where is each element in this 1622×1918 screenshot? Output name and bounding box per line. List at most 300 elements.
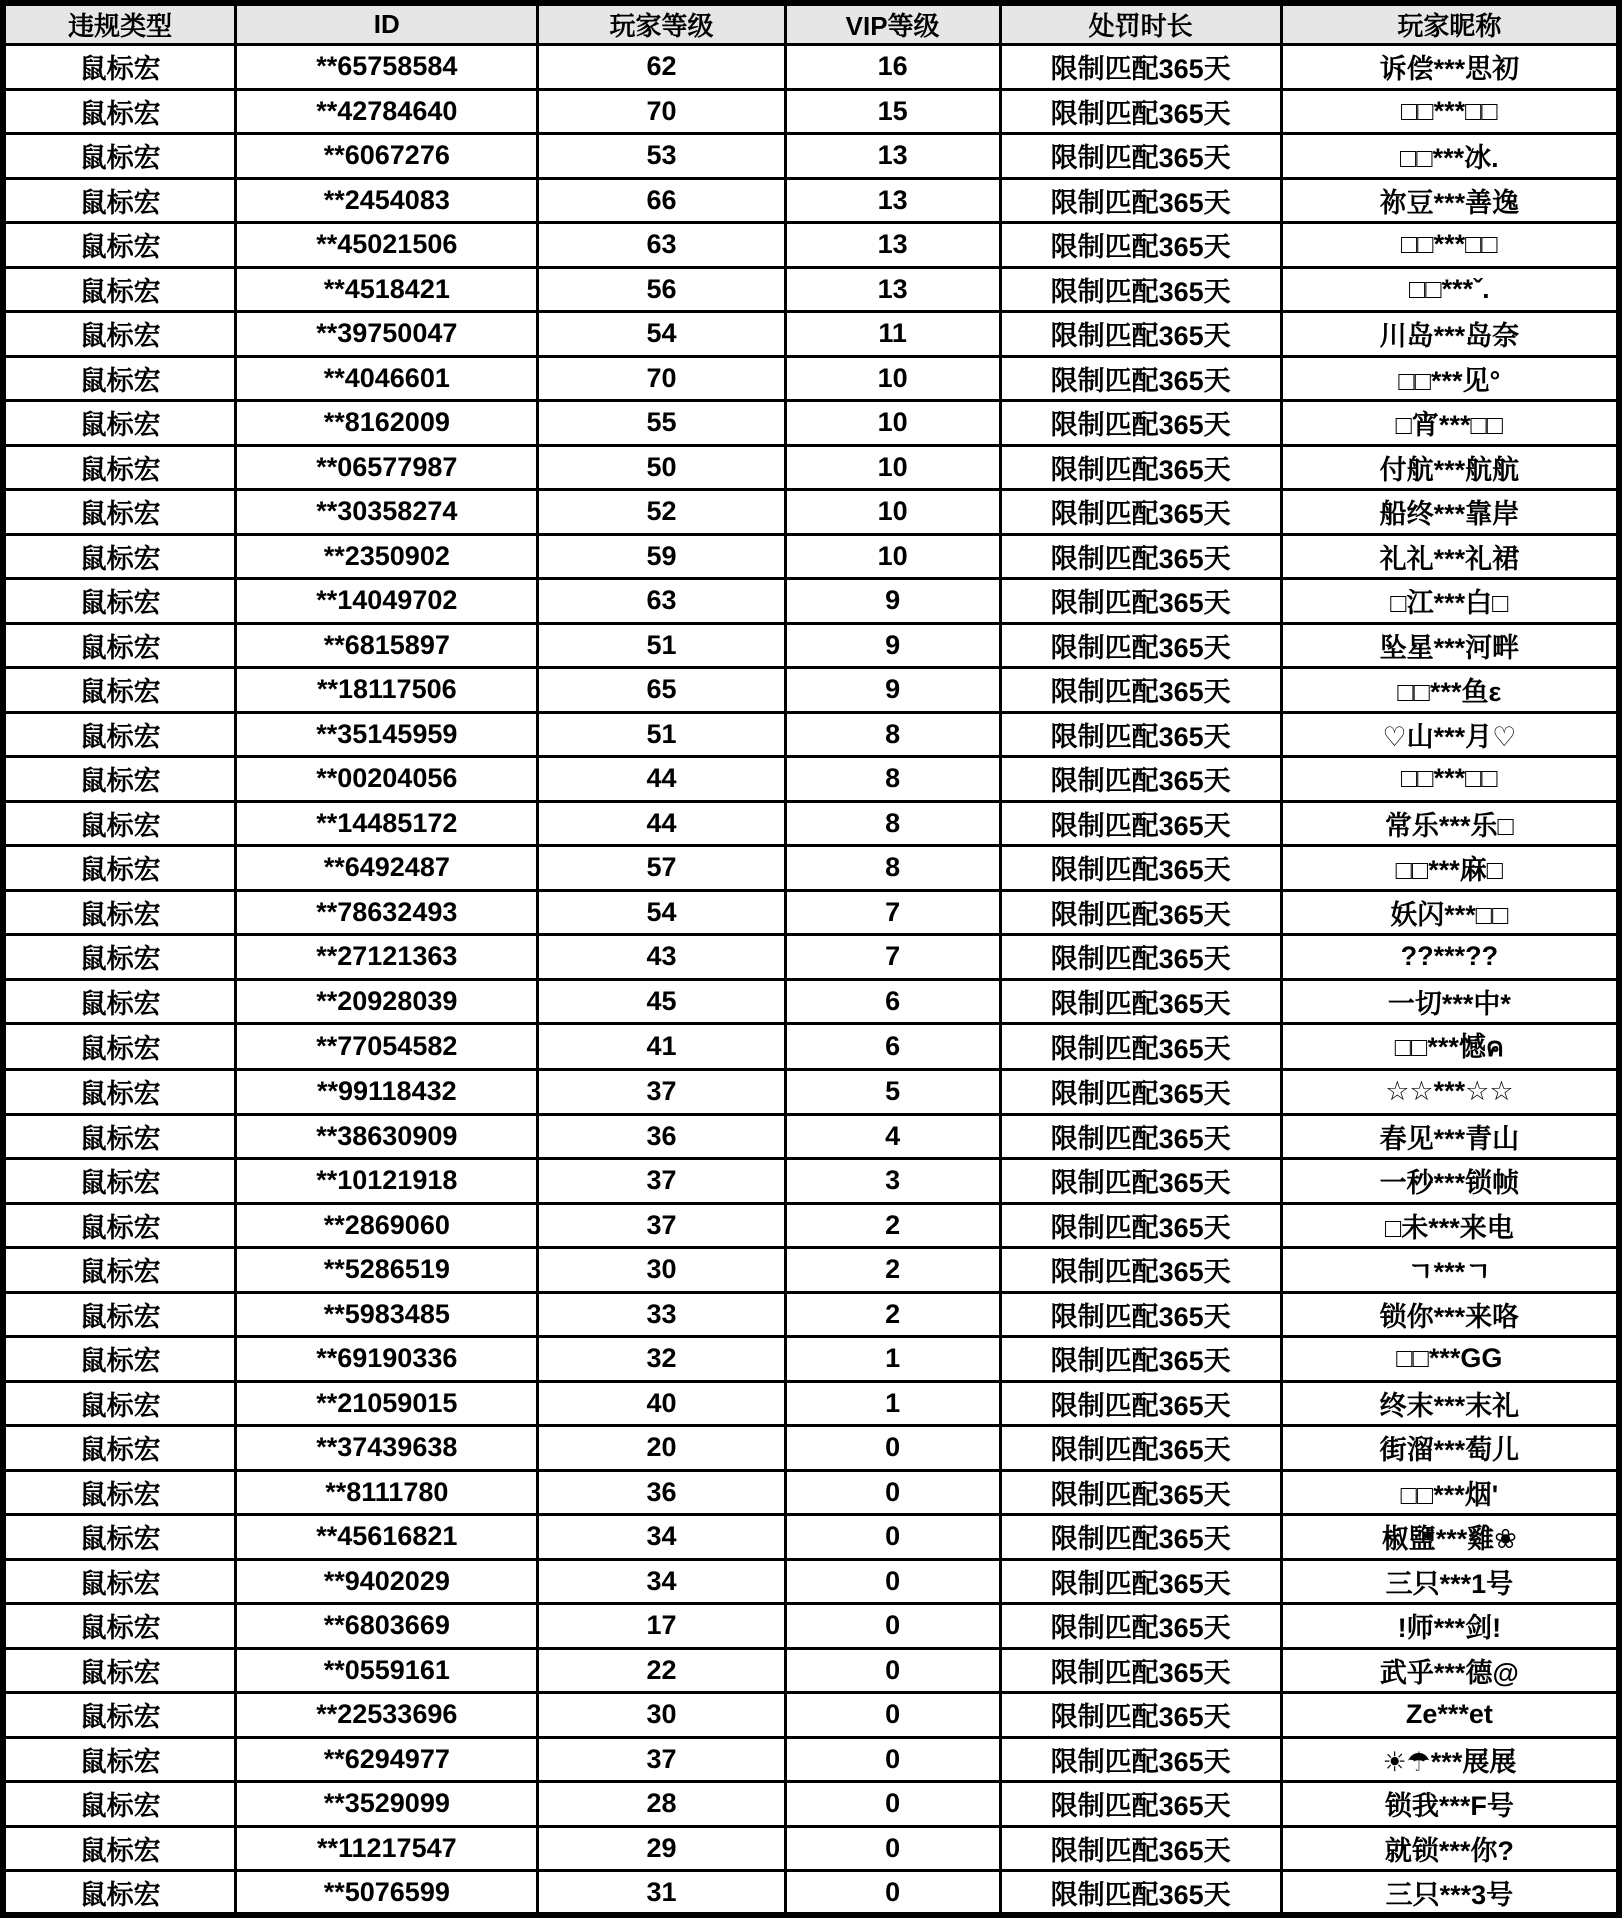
cell-punish-duration: 限制匹配365天 xyxy=(1000,1159,1281,1204)
cell-violation-type: 鼠标宏 xyxy=(3,178,236,223)
cell-vip-level: 16 xyxy=(785,45,1000,90)
cell-violation-type: 鼠标宏 xyxy=(3,1871,236,1916)
cell-id: **3529099 xyxy=(236,1782,538,1827)
cell-vip-level: 0 xyxy=(785,1648,1000,1693)
cell-punish-duration: 限制匹配365天 xyxy=(1000,178,1281,223)
cell-player-level: 59 xyxy=(538,534,785,579)
cell-id: **18117506 xyxy=(236,668,538,713)
cell-id: **6294977 xyxy=(236,1737,538,1782)
cell-punish-duration: 限制匹配365天 xyxy=(1000,1782,1281,1827)
table-row xyxy=(3,1426,1619,1471)
cell-punish-duration: 限制匹配365天 xyxy=(1000,1559,1281,1604)
cell-player-nickname: 船终***靠岸 xyxy=(1281,490,1619,535)
cell-vip-level: 0 xyxy=(785,1515,1000,1560)
cell-violation-type: 鼠标宏 xyxy=(3,1070,236,1115)
table-row xyxy=(3,801,1619,846)
table-row xyxy=(3,1159,1619,1204)
cell-player-level: 30 xyxy=(538,1248,785,1293)
cell-player-nickname: 常乐***乐□ xyxy=(1281,801,1619,846)
cell-vip-level: 5 xyxy=(785,1070,1000,1115)
cell-punish-duration: 限制匹配365天 xyxy=(1000,134,1281,179)
cell-player-nickname: Ze***et xyxy=(1281,1693,1619,1738)
cell-punish-duration: 限制匹配365天 xyxy=(1000,1024,1281,1070)
cell-player-level: 32 xyxy=(538,1337,785,1382)
cell-player-level: 44 xyxy=(538,757,785,802)
cell-id: **69190336 xyxy=(236,1337,538,1382)
header-row xyxy=(3,3,1619,45)
cell-vip-level: 6 xyxy=(785,1024,1000,1070)
cell-player-level: 70 xyxy=(538,89,785,134)
cell-punish-duration: 限制匹配365天 xyxy=(1000,757,1281,802)
cell-id: **8162009 xyxy=(236,401,538,446)
cell-violation-type: 鼠标宏 xyxy=(3,623,236,668)
table-row xyxy=(3,312,1619,357)
cell-player-nickname: 终末***末礼 xyxy=(1281,1381,1619,1426)
cell-player-nickname: 礼礼***礼裙 xyxy=(1281,534,1619,579)
table-row xyxy=(3,1782,1619,1827)
cell-violation-type: 鼠标宏 xyxy=(3,1337,236,1382)
cell-punish-duration: 限制匹配365天 xyxy=(1000,445,1281,490)
cell-vip-level: 8 xyxy=(785,712,1000,757)
cell-player-level: 34 xyxy=(538,1515,785,1560)
cell-player-level: 62 xyxy=(538,45,785,90)
cell-violation-type: 鼠标宏 xyxy=(3,1515,236,1560)
cell-player-nickname: 武乎***德@ xyxy=(1281,1648,1619,1693)
cell-violation-type: 鼠标宏 xyxy=(3,490,236,535)
cell-punish-duration: 限制匹配365天 xyxy=(1000,1737,1281,1782)
cell-player-nickname: □□***冰. xyxy=(1281,134,1619,179)
cell-punish-duration: 限制匹配365天 xyxy=(1000,1248,1281,1293)
cell-punish-duration: 限制匹配365天 xyxy=(1000,1203,1281,1248)
cell-id: **6067276 xyxy=(236,134,538,179)
cell-player-level: 50 xyxy=(538,445,785,490)
cell-player-nickname: □□***烟' xyxy=(1281,1470,1619,1515)
cell-vip-level: 13 xyxy=(785,134,1000,179)
cell-player-level: 55 xyxy=(538,401,785,446)
cell-player-level: 36 xyxy=(538,1114,785,1159)
cell-violation-type: 鼠标宏 xyxy=(3,267,236,312)
cell-id: **38630909 xyxy=(236,1114,538,1159)
cell-player-level: 56 xyxy=(538,267,785,312)
cell-player-nickname: □宵***□□ xyxy=(1281,401,1619,446)
cell-punish-duration: 限制匹配365天 xyxy=(1000,1070,1281,1115)
cell-id: **6492487 xyxy=(236,846,538,891)
cell-vip-level: 10 xyxy=(785,401,1000,446)
cell-id: **00204056 xyxy=(236,757,538,802)
table-row xyxy=(3,445,1619,490)
table-row xyxy=(3,223,1619,268)
cell-vip-level: 2 xyxy=(785,1248,1000,1293)
table-row xyxy=(3,1559,1619,1604)
cell-violation-type: 鼠标宏 xyxy=(3,1470,236,1515)
table-row xyxy=(3,1248,1619,1293)
cell-vip-level: 0 xyxy=(785,1737,1000,1782)
cell-violation-type: 鼠标宏 xyxy=(3,1693,236,1738)
cell-violation-type: 鼠标宏 xyxy=(3,356,236,401)
cell-vip-level: 7 xyxy=(785,890,1000,935)
cell-id: **9402029 xyxy=(236,1559,538,1604)
cell-player-level: 22 xyxy=(538,1648,785,1693)
cell-id: **14049702 xyxy=(236,579,538,624)
cell-vip-level: 10 xyxy=(785,356,1000,401)
cell-vip-level: 2 xyxy=(785,1203,1000,1248)
table-row xyxy=(3,757,1619,802)
cell-punish-duration: 限制匹配365天 xyxy=(1000,356,1281,401)
cell-violation-type: 鼠标宏 xyxy=(3,45,236,90)
cell-id: **14485172 xyxy=(236,801,538,846)
cell-vip-level: 8 xyxy=(785,757,1000,802)
cell-punish-duration: 限制匹配365天 xyxy=(1000,1470,1281,1515)
cell-punish-duration: 限制匹配365天 xyxy=(1000,801,1281,846)
table-row xyxy=(3,1826,1619,1871)
cell-punish-duration: 限制匹配365天 xyxy=(1000,623,1281,668)
cell-player-nickname: □未***来电 xyxy=(1281,1203,1619,1248)
cell-player-nickname: 妖闪***□□ xyxy=(1281,890,1619,935)
cell-punish-duration: 限制匹配365天 xyxy=(1000,312,1281,357)
cell-vip-level: 0 xyxy=(785,1826,1000,1871)
cell-player-level: 37 xyxy=(538,1070,785,1115)
cell-id: **2350902 xyxy=(236,534,538,579)
header-id: ID xyxy=(236,3,538,45)
cell-player-level: 63 xyxy=(538,579,785,624)
cell-player-nickname: 三只***3号 xyxy=(1281,1871,1619,1916)
cell-id: **78632493 xyxy=(236,890,538,935)
cell-id: **06577987 xyxy=(236,445,538,490)
cell-punish-duration: 限制匹配365天 xyxy=(1000,846,1281,891)
table-row xyxy=(3,178,1619,223)
cell-punish-duration: 限制匹配365天 xyxy=(1000,1515,1281,1560)
cell-punish-duration: 限制匹配365天 xyxy=(1000,223,1281,268)
cell-player-nickname: 三只***1号 xyxy=(1281,1559,1619,1604)
table-row xyxy=(3,846,1619,891)
table-row xyxy=(3,267,1619,312)
cell-player-level: 17 xyxy=(538,1604,785,1649)
cell-vip-level: 13 xyxy=(785,267,1000,312)
cell-violation-type: 鼠标宏 xyxy=(3,1604,236,1649)
cell-violation-type: 鼠标宏 xyxy=(3,312,236,357)
cell-id: **11217547 xyxy=(236,1826,538,1871)
cell-player-nickname: 一切***中* xyxy=(1281,979,1619,1024)
cell-violation-type: 鼠标宏 xyxy=(3,89,236,134)
table-row xyxy=(3,668,1619,713)
cell-violation-type: 鼠标宏 xyxy=(3,668,236,713)
table-row xyxy=(3,1693,1619,1738)
cell-punish-duration: 限制匹配365天 xyxy=(1000,267,1281,312)
table-row xyxy=(3,579,1619,624)
cell-violation-type: 鼠标宏 xyxy=(3,1159,236,1204)
cell-id: **77054582 xyxy=(236,1024,538,1070)
cell-player-nickname: 街溜***萄儿 xyxy=(1281,1426,1619,1471)
cell-id: **5983485 xyxy=(236,1292,538,1337)
cell-violation-type: 鼠标宏 xyxy=(3,1737,236,1782)
cell-player-level: 65 xyxy=(538,668,785,713)
cell-player-level: 63 xyxy=(538,223,785,268)
cell-player-nickname: 椒鹽***雞❀ xyxy=(1281,1515,1619,1560)
cell-violation-type: 鼠标宏 xyxy=(3,445,236,490)
cell-punish-duration: 限制匹配365天 xyxy=(1000,1337,1281,1382)
cell-punish-duration: 限制匹配365天 xyxy=(1000,668,1281,713)
cell-player-nickname: ??***?? xyxy=(1281,935,1619,980)
table-row xyxy=(3,1737,1619,1782)
table-header xyxy=(3,3,1619,45)
cell-punish-duration: 限制匹配365天 xyxy=(1000,579,1281,624)
table-row xyxy=(3,1648,1619,1693)
cell-vip-level: 10 xyxy=(785,534,1000,579)
cell-vip-level: 13 xyxy=(785,223,1000,268)
cell-vip-level: 11 xyxy=(785,312,1000,357)
cell-punish-duration: 限制匹配365天 xyxy=(1000,1871,1281,1916)
cell-player-nickname: 一秒***锁帧 xyxy=(1281,1159,1619,1204)
cell-player-level: 34 xyxy=(538,1559,785,1604)
cell-player-nickname: □□***憾ค xyxy=(1281,1024,1619,1070)
cell-violation-type: 鼠标宏 xyxy=(3,534,236,579)
cell-player-level: 51 xyxy=(538,712,785,757)
cell-id: **65758584 xyxy=(236,45,538,90)
cell-player-level: 41 xyxy=(538,1024,785,1070)
cell-player-level: 52 xyxy=(538,490,785,535)
cell-violation-type: 鼠标宏 xyxy=(3,801,236,846)
cell-punish-duration: 限制匹配365天 xyxy=(1000,1826,1281,1871)
cell-player-level: 37 xyxy=(538,1737,785,1782)
cell-vip-level: 9 xyxy=(785,623,1000,668)
table-row xyxy=(3,1470,1619,1515)
cell-vip-level: 9 xyxy=(785,668,1000,713)
table-row xyxy=(3,712,1619,757)
header-punish-duration: 处罚时长 xyxy=(1000,3,1281,45)
cell-vip-level: 7 xyxy=(785,935,1000,980)
cell-player-nickname: 祢豆***善逸 xyxy=(1281,178,1619,223)
table-row xyxy=(3,1292,1619,1337)
cell-player-nickname: 就锁***你? xyxy=(1281,1826,1619,1871)
cell-punish-duration: 限制匹配365天 xyxy=(1000,1292,1281,1337)
cell-player-level: 70 xyxy=(538,356,785,401)
cell-player-nickname: □□***见° xyxy=(1281,356,1619,401)
cell-violation-type: 鼠标宏 xyxy=(3,1782,236,1827)
cell-player-level: 31 xyxy=(538,1871,785,1916)
cell-punish-duration: 限制匹配365天 xyxy=(1000,1693,1281,1738)
cell-punish-duration: 限制匹配365天 xyxy=(1000,534,1281,579)
cell-id: **22533696 xyxy=(236,1693,538,1738)
cell-player-nickname: !师***剑! xyxy=(1281,1604,1619,1649)
cell-violation-type: 鼠标宏 xyxy=(3,1559,236,1604)
cell-player-level: 54 xyxy=(538,890,785,935)
cell-vip-level: 4 xyxy=(785,1114,1000,1159)
cell-violation-type: 鼠标宏 xyxy=(3,712,236,757)
cell-id: **39750047 xyxy=(236,312,538,357)
cell-violation-type: 鼠标宏 xyxy=(3,890,236,935)
cell-violation-type: 鼠标宏 xyxy=(3,979,236,1024)
cell-id: **42784640 xyxy=(236,89,538,134)
table-row xyxy=(3,979,1619,1024)
cell-player-nickname: 锁你***来咯 xyxy=(1281,1292,1619,1337)
cell-vip-level: 1 xyxy=(785,1337,1000,1382)
cell-player-level: 45 xyxy=(538,979,785,1024)
cell-vip-level: 8 xyxy=(785,801,1000,846)
cell-violation-type: 鼠标宏 xyxy=(3,1024,236,1070)
cell-id: **27121363 xyxy=(236,935,538,980)
cell-id: **45616821 xyxy=(236,1515,538,1560)
cell-violation-type: 鼠标宏 xyxy=(3,757,236,802)
cell-player-nickname: ㄱ***ㄱ xyxy=(1281,1248,1619,1293)
cell-player-nickname: 付航***航航 xyxy=(1281,445,1619,490)
cell-vip-level: 0 xyxy=(785,1604,1000,1649)
cell-vip-level: 2 xyxy=(785,1292,1000,1337)
cell-id: **2869060 xyxy=(236,1203,538,1248)
cell-id: **5286519 xyxy=(236,1248,538,1293)
cell-violation-type: 鼠标宏 xyxy=(3,846,236,891)
cell-vip-level: 0 xyxy=(785,1426,1000,1471)
cell-player-nickname: 川岛***岛奈 xyxy=(1281,312,1619,357)
cell-punish-duration: 限制匹配365天 xyxy=(1000,89,1281,134)
cell-violation-type: 鼠标宏 xyxy=(3,223,236,268)
cell-punish-duration: 限制匹配365天 xyxy=(1000,1648,1281,1693)
cell-player-level: 51 xyxy=(538,623,785,668)
table-row xyxy=(3,89,1619,134)
cell-id: **99118432 xyxy=(236,1070,538,1115)
cell-player-nickname: □□***□□ xyxy=(1281,89,1619,134)
cell-id: **10121918 xyxy=(236,1159,538,1204)
table-row xyxy=(3,356,1619,401)
cell-id: **8111780 xyxy=(236,1470,538,1515)
cell-violation-type: 鼠标宏 xyxy=(3,1381,236,1426)
cell-violation-type: 鼠标宏 xyxy=(3,1426,236,1471)
cell-violation-type: 鼠标宏 xyxy=(3,1826,236,1871)
cell-vip-level: 10 xyxy=(785,490,1000,535)
cell-vip-level: 13 xyxy=(785,178,1000,223)
cell-punish-duration: 限制匹配365天 xyxy=(1000,45,1281,90)
cell-vip-level: 10 xyxy=(785,445,1000,490)
cell-vip-level: 1 xyxy=(785,1381,1000,1426)
cell-id: **30358274 xyxy=(236,490,538,535)
header-violation-type: 违规类型 xyxy=(3,3,236,45)
cell-player-nickname: □□***鱼ε xyxy=(1281,668,1619,713)
cell-player-nickname: ☀☂***展展 xyxy=(1281,1737,1619,1782)
cell-player-nickname: 春见***青山 xyxy=(1281,1114,1619,1159)
cell-vip-level: 0 xyxy=(785,1559,1000,1604)
cell-vip-level: 0 xyxy=(785,1470,1000,1515)
cell-violation-type: 鼠标宏 xyxy=(3,1292,236,1337)
cell-id: **5076599 xyxy=(236,1871,538,1916)
cell-player-level: 43 xyxy=(538,935,785,980)
cell-violation-type: 鼠标宏 xyxy=(3,935,236,980)
table-row xyxy=(3,401,1619,446)
cell-punish-duration: 限制匹配365天 xyxy=(1000,935,1281,980)
table-row xyxy=(3,1604,1619,1649)
cell-player-nickname: □江***白□ xyxy=(1281,579,1619,624)
cell-punish-duration: 限制匹配365天 xyxy=(1000,890,1281,935)
cell-player-nickname: □□***GG xyxy=(1281,1337,1619,1382)
cell-player-level: 33 xyxy=(538,1292,785,1337)
cell-player-nickname: 诉偿***思初 xyxy=(1281,45,1619,90)
cell-vip-level: 3 xyxy=(785,1159,1000,1204)
table-row xyxy=(3,134,1619,179)
cell-vip-level: 6 xyxy=(785,979,1000,1024)
cell-vip-level: 9 xyxy=(785,579,1000,624)
cell-player-level: 66 xyxy=(538,178,785,223)
cell-id: **6815897 xyxy=(236,623,538,668)
cell-vip-level: 0 xyxy=(785,1693,1000,1738)
table-body xyxy=(3,45,1619,1916)
table-row xyxy=(3,935,1619,980)
cell-player-level: 36 xyxy=(538,1470,785,1515)
cell-punish-duration: 限制匹配365天 xyxy=(1000,712,1281,757)
table-row xyxy=(3,490,1619,535)
cell-punish-duration: 限制匹配365天 xyxy=(1000,401,1281,446)
cell-player-level: 37 xyxy=(538,1203,785,1248)
cell-violation-type: 鼠标宏 xyxy=(3,134,236,179)
cell-punish-duration: 限制匹配365天 xyxy=(1000,1114,1281,1159)
table-row xyxy=(3,623,1619,668)
cell-vip-level: 8 xyxy=(785,846,1000,891)
cell-violation-type: 鼠标宏 xyxy=(3,401,236,446)
table-row xyxy=(3,890,1619,935)
cell-player-nickname: □□***□□ xyxy=(1281,223,1619,268)
cell-id: **20928039 xyxy=(236,979,538,1024)
cell-player-level: 37 xyxy=(538,1159,785,1204)
table-row xyxy=(3,1024,1619,1070)
cell-player-level: 28 xyxy=(538,1782,785,1827)
cell-player-level: 57 xyxy=(538,846,785,891)
cell-player-nickname: ♡山***月♡ xyxy=(1281,712,1619,757)
cell-player-nickname: □□***□□ xyxy=(1281,757,1619,802)
table-row xyxy=(3,1515,1619,1560)
cell-id: **45021506 xyxy=(236,223,538,268)
cell-player-level: 54 xyxy=(538,312,785,357)
cell-player-level: 30 xyxy=(538,1693,785,1738)
cell-player-nickname: ☆☆***☆☆ xyxy=(1281,1070,1619,1115)
cell-player-nickname: □□***麻□ xyxy=(1281,846,1619,891)
header-player-nickname: 玩家昵称 xyxy=(1281,3,1619,45)
cell-punish-duration: 限制匹配365天 xyxy=(1000,490,1281,535)
cell-player-nickname: 锁我***F号 xyxy=(1281,1782,1619,1827)
cell-violation-type: 鼠标宏 xyxy=(3,579,236,624)
table-row xyxy=(3,1203,1619,1248)
cell-id: **35145959 xyxy=(236,712,538,757)
cell-violation-type: 鼠标宏 xyxy=(3,1114,236,1159)
cell-id: **4518421 xyxy=(236,267,538,312)
cell-id: **37439638 xyxy=(236,1426,538,1471)
cell-id: **6803669 xyxy=(236,1604,538,1649)
cell-player-level: 20 xyxy=(538,1426,785,1471)
cell-id: **21059015 xyxy=(236,1381,538,1426)
cell-vip-level: 0 xyxy=(785,1871,1000,1916)
table-row xyxy=(3,534,1619,579)
cell-player-nickname: 坠星***河畔 xyxy=(1281,623,1619,668)
table-row xyxy=(3,1070,1619,1115)
cell-vip-level: 15 xyxy=(785,89,1000,134)
cell-id: **2454083 xyxy=(236,178,538,223)
cell-player-level: 44 xyxy=(538,801,785,846)
cell-player-level: 40 xyxy=(538,1381,785,1426)
cell-player-nickname: □□***ˇ. xyxy=(1281,267,1619,312)
table-row xyxy=(3,1871,1619,1916)
cell-punish-duration: 限制匹配365天 xyxy=(1000,979,1281,1024)
cell-player-level: 29 xyxy=(538,1826,785,1871)
table-row xyxy=(3,1381,1619,1426)
table-row xyxy=(3,1337,1619,1382)
cell-violation-type: 鼠标宏 xyxy=(3,1648,236,1693)
cell-violation-type: 鼠标宏 xyxy=(3,1248,236,1293)
cell-player-level: 53 xyxy=(538,134,785,179)
cell-id: **0559161 xyxy=(236,1648,538,1693)
cell-vip-level: 0 xyxy=(785,1782,1000,1827)
cell-punish-duration: 限制匹配365天 xyxy=(1000,1426,1281,1471)
header-vip-level: VIP等级 xyxy=(785,3,1000,45)
cell-id: **4046601 xyxy=(236,356,538,401)
table-row xyxy=(3,45,1619,90)
cell-punish-duration: 限制匹配365天 xyxy=(1000,1604,1281,1649)
cell-violation-type: 鼠标宏 xyxy=(3,1203,236,1248)
